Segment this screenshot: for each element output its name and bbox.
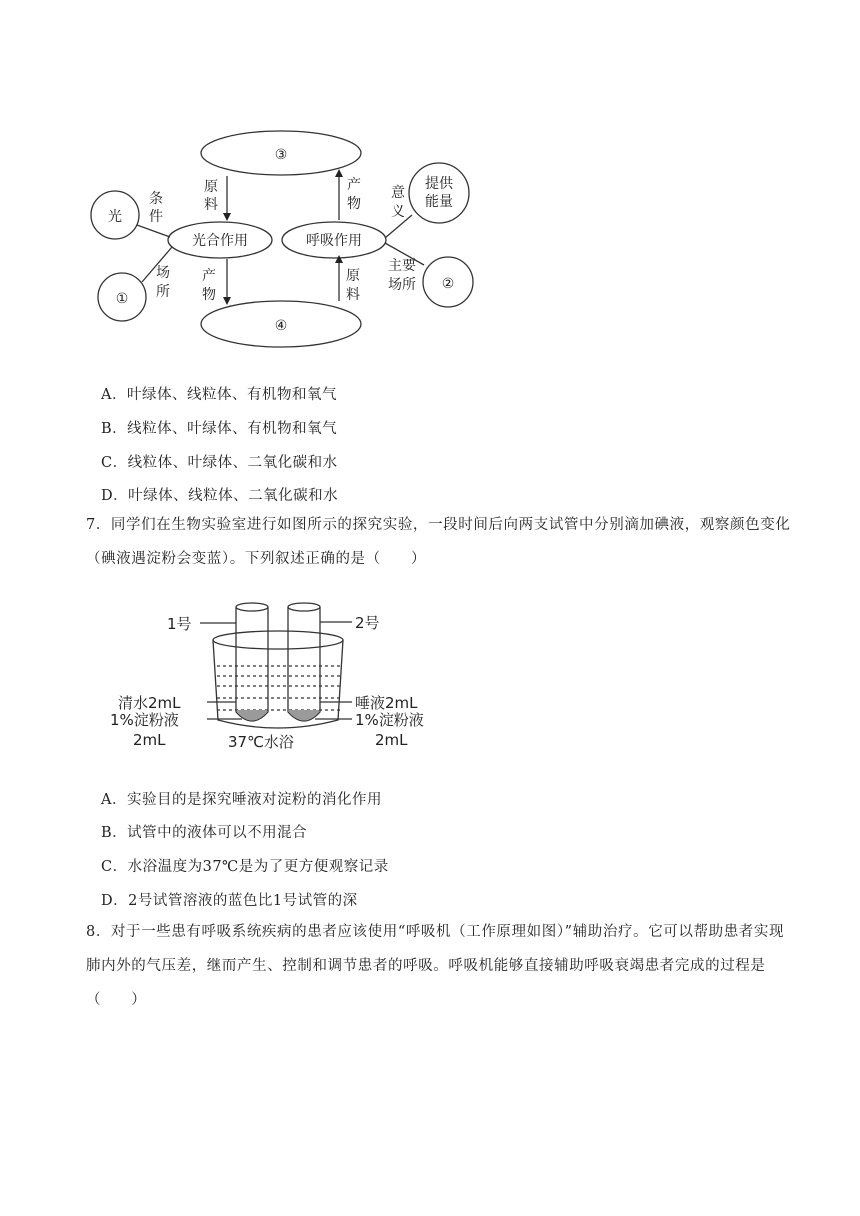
photosynthesis-label: 光合作用 [192,233,248,249]
raw-top-label-1: 原 [204,179,218,195]
q6-option-d[interactable]: D．叶绿体、线粒体、二氧化碳和水 [101,488,339,504]
product-top-label-2: 物 [347,196,361,212]
q6-option-a[interactable]: A．叶绿体、线粒体、有机物和氧气 [101,387,337,403]
light-label: 光 [108,209,122,225]
tube1-label: 1号 [167,615,192,633]
right-starch-label: 1%淀粉液 [355,711,424,729]
water-bath-label: 37℃水浴 [228,733,294,751]
site1-label: ① [115,291,129,307]
energy-label-1: 提供 [425,176,453,192]
product-top-label-1: 产 [347,177,361,193]
raw-bottom-label-2: 料 [346,287,360,303]
tube1-rim [236,603,268,611]
main-site-label-1: 主要 [388,258,416,274]
tube1-body [236,607,268,721]
q8-stem-line-1: 8．对于一些患有呼吸系统疾病的患者应该使用“呼吸机（工作原理如图）”辅助治疗。它可以帮助患者实现 [86,924,785,940]
site2-label: ② [441,276,455,292]
product-bottom-label-2: 物 [202,287,216,303]
raw-bottom-label-1: 原 [346,268,360,284]
q8-stem-line-2: 肺内外的气压差，继而产生、控制和调节患者的呼吸。呼吸机能够直接辅助呼吸衰竭患者完成的过程是 [86,958,766,974]
tube2-body [288,607,320,721]
node-bottom-label: ④ [274,318,288,334]
q8-stem-line-3: （ ） [86,992,147,1008]
energy-circle [409,163,469,223]
q7-stem-line-2: （碘液遇淀粉会变蓝）。下列叙述正确的是（ ） [86,551,427,567]
meaning-label-1: 意 [391,185,405,201]
tube2-rim [288,603,320,611]
main-site-label-2: 场所 [388,277,416,293]
q7-option-a[interactable]: A．实验目的是探究唾液对淀粉的消化作用 [101,792,382,808]
q6-option-c[interactable]: C．线粒体、叶绿体、二氧化碳和水 [101,455,338,471]
tube2-starch-fill [289,710,319,721]
product-bottom-label-1: 产 [202,268,216,284]
photosynthesis-respiration-diagram [80,125,500,355]
right-liquid-label: 唾液2mL [355,694,418,712]
q7-option-d[interactable]: D．2号试管溶液的蓝色比1号试管的深 [101,893,358,909]
left-starch-label: 1%淀粉液 [110,711,179,729]
meaning-label-2: 义 [391,204,405,220]
beaker-body [213,640,343,728]
condition-label-1: 条 [149,191,163,207]
q7-stem-line-1: 7．同学们在生物实验室进行如图所示的探究实验，一段时间后向两支试管中分别滴加碘液，观察颜色变化 [86,517,791,533]
condition-label-2: 件 [149,209,163,225]
respiration-label: 呼吸作用 [306,233,362,249]
beaker-rim [213,631,343,649]
node-top-label: ③ [274,147,288,163]
raw-top-label-2: 料 [204,197,218,213]
left-amount-label: 2mL [133,731,166,749]
q7-option-b[interactable]: B．试管中的液体可以不用混合 [101,825,308,841]
tube2-label: 2号 [355,614,380,632]
q7-option-c[interactable]: C．水浴温度为37℃是为了更方便观察记录 [101,859,389,875]
site-label-2: 所 [156,284,170,300]
site-label-1: 场 [156,265,170,281]
right-amount-label: 2mL [375,731,408,749]
test-tube-experiment-diagram [105,598,455,758]
left-liquid-label: 清水2mL [118,694,181,712]
q6-option-b[interactable]: B．线粒体、叶绿体、有机物和氧气 [101,421,338,437]
energy-label-2: 能量 [425,194,453,210]
